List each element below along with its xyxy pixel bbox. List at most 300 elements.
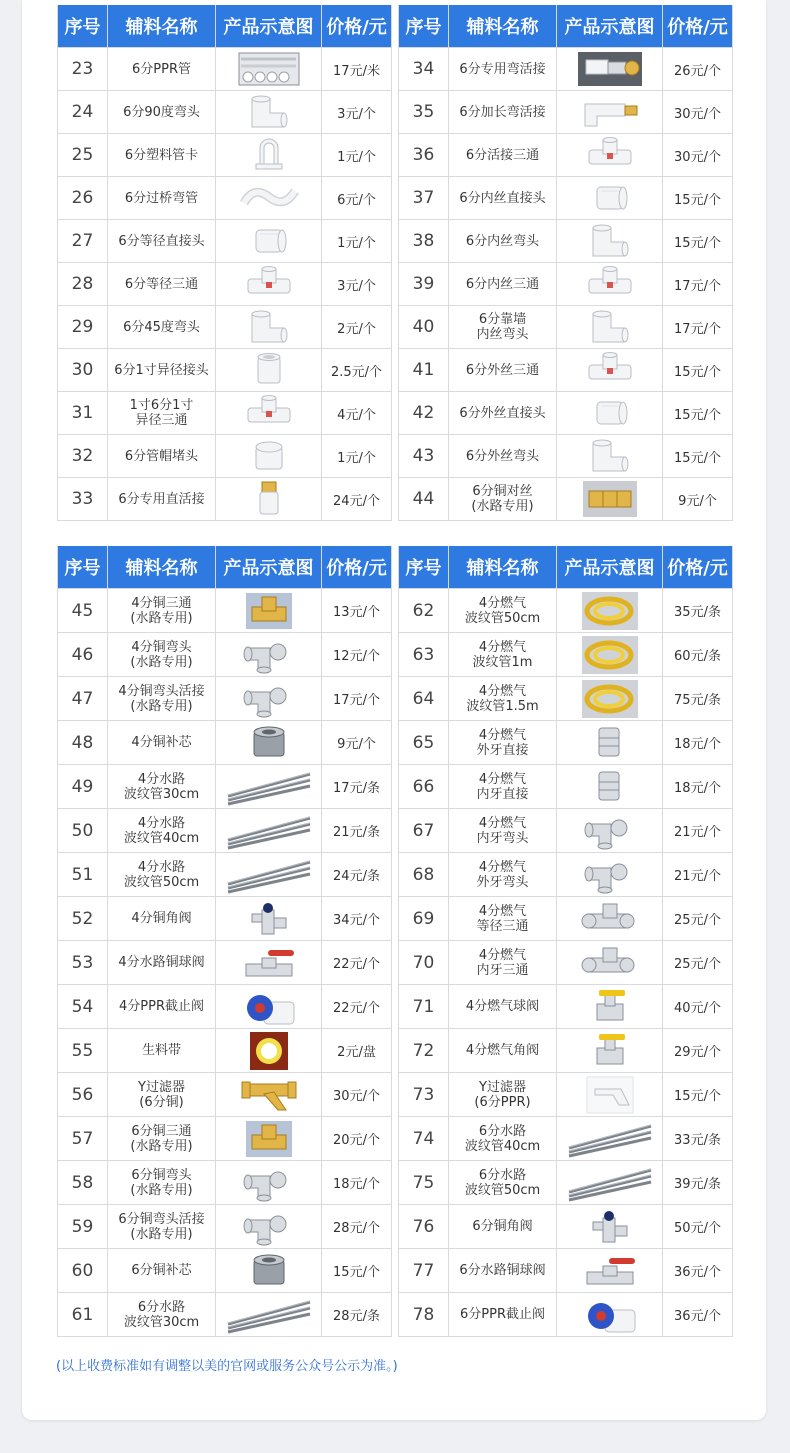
item-name: 6分外丝三通 — [449, 349, 557, 392]
item-image — [216, 677, 322, 721]
item-number: 31 — [58, 392, 108, 435]
table-row — [399, 1205, 733, 1249]
item-image — [216, 1161, 322, 1205]
item-image — [216, 392, 322, 435]
header-price: 价格/元 — [663, 5, 733, 48]
item-image — [216, 985, 322, 1029]
item-name: 6分塑料管卡 — [108, 134, 216, 177]
hose-icon — [224, 1294, 314, 1336]
item-price: 21元/个 — [663, 809, 733, 853]
item-name: 6分专用直活接 — [108, 478, 216, 521]
item-name: 6分等径直接头 — [108, 220, 216, 263]
metal-tee-icon — [579, 900, 641, 938]
item-image — [557, 589, 663, 633]
item-price: 15元/个 — [663, 177, 733, 220]
bridge-pipe-icon — [238, 179, 300, 217]
tee-icon — [579, 351, 641, 389]
item-name: 6分活接三通 — [449, 134, 557, 177]
item-number: 71 — [399, 985, 449, 1029]
table-row — [399, 91, 733, 134]
bushing-icon — [238, 724, 300, 762]
item-image — [216, 220, 322, 263]
union-icon — [238, 480, 300, 518]
brass-tee-icon — [244, 1119, 294, 1159]
item-price: 40元/个 — [663, 985, 733, 1029]
table-row — [58, 677, 392, 721]
cap-icon — [238, 437, 300, 475]
item-price: 36元/个 — [663, 1249, 733, 1293]
item-image — [216, 853, 322, 897]
item-image — [557, 853, 663, 897]
item-price: 15元/个 — [663, 220, 733, 263]
item-number: 30 — [58, 349, 108, 392]
item-image — [557, 1073, 663, 1117]
item-price: 2元/个 — [322, 306, 392, 349]
table-row — [58, 897, 392, 941]
item-price: 2.5元/个 — [322, 349, 392, 392]
header-image: 产品示意图 — [557, 5, 663, 48]
table-row — [58, 809, 392, 853]
item-image — [557, 177, 663, 220]
item-name: 4分铜补芯 — [108, 721, 216, 765]
item-name: 4分铜弯头 (水路专用) — [108, 633, 216, 677]
item-name: 6分水路 波纹管40cm — [449, 1117, 557, 1161]
table-row — [58, 589, 392, 633]
item-image — [216, 478, 322, 521]
item-name: 6分水路铜球阀 — [449, 1249, 557, 1293]
item-image — [216, 721, 322, 765]
item-image — [557, 48, 663, 91]
table-row — [399, 633, 733, 677]
item-number: 54 — [58, 985, 108, 1029]
table-header-row — [399, 546, 733, 589]
item-name: 4分燃气球阀 — [449, 985, 557, 1029]
item-number: 49 — [58, 765, 108, 809]
item-image — [557, 809, 663, 853]
item-image — [557, 941, 663, 985]
item-image — [557, 392, 663, 435]
table-row — [58, 853, 392, 897]
price-table-62-78 — [398, 546, 733, 1337]
item-image — [557, 721, 663, 765]
tee-icon — [579, 265, 641, 303]
hose-icon — [224, 766, 314, 808]
header-no: 序号 — [58, 5, 108, 48]
item-image — [557, 1249, 663, 1293]
item-number: 38 — [399, 220, 449, 263]
item-number: 66 — [399, 765, 449, 809]
table-row — [58, 765, 392, 809]
item-price: 9元/个 — [322, 721, 392, 765]
item-name: 6分铜三通 (水路专用) — [108, 1117, 216, 1161]
item-name: 4分燃气 等径三通 — [449, 897, 557, 941]
item-image — [216, 897, 322, 941]
elbow-icon — [579, 222, 641, 260]
item-image — [557, 478, 663, 521]
table-row — [58, 1161, 392, 1205]
clip-icon — [238, 136, 300, 174]
item-image — [216, 263, 322, 306]
item-name: Y过滤器 (6分PPR) — [449, 1073, 557, 1117]
item-price: 1元/个 — [322, 220, 392, 263]
price-table-23-33 — [57, 5, 392, 521]
table-row — [58, 1205, 392, 1249]
item-number: 26 — [58, 177, 108, 220]
table-row — [399, 349, 733, 392]
item-image — [557, 134, 663, 177]
item-price: 21元/个 — [663, 853, 733, 897]
item-number: 37 — [399, 177, 449, 220]
item-number: 43 — [399, 435, 449, 478]
item-number: 24 — [58, 91, 108, 134]
item-name: 6分内丝弯头 — [449, 220, 557, 263]
header-price: 价格/元 — [322, 5, 392, 48]
table-row — [58, 134, 392, 177]
item-name: 4分水路 波纹管40cm — [108, 809, 216, 853]
item-name: 6分水路 波纹管50cm — [449, 1161, 557, 1205]
item-name: 6分外丝直接头 — [449, 392, 557, 435]
table-row — [58, 48, 392, 91]
item-price: 35元/条 — [663, 589, 733, 633]
table-row — [399, 941, 733, 985]
item-price: 30元/个 — [322, 1073, 392, 1117]
hose-icon — [224, 810, 314, 852]
item-number: 62 — [399, 589, 449, 633]
item-number: 39 — [399, 263, 449, 306]
item-image — [216, 48, 322, 91]
item-name: 4分燃气角阀 — [449, 1029, 557, 1073]
coupling-icon — [579, 394, 641, 432]
table-row — [399, 765, 733, 809]
table-row — [399, 1161, 733, 1205]
item-price: 1元/个 — [322, 134, 392, 177]
item-name: 4分铜角阀 — [108, 897, 216, 941]
tee-icon — [238, 265, 300, 303]
y-filter-icon — [238, 1076, 300, 1114]
item-price: 24元/个 — [322, 478, 392, 521]
item-name: 6分PPR截止阀 — [449, 1293, 557, 1337]
metal-elbow-icon — [238, 1208, 300, 1246]
item-image — [557, 765, 663, 809]
table-row — [399, 220, 733, 263]
item-number: 65 — [399, 721, 449, 765]
table-row — [399, 48, 733, 91]
item-number: 41 — [399, 349, 449, 392]
item-name: 4分燃气 内牙直接 — [449, 765, 557, 809]
table-row — [399, 435, 733, 478]
item-price: 25元/个 — [663, 941, 733, 985]
metal-tee-icon — [579, 944, 641, 982]
header-name: 辅料名称 — [449, 546, 557, 589]
table-row — [58, 941, 392, 985]
item-price: 20元/个 — [322, 1117, 392, 1161]
item-name: 6分过桥弯管 — [108, 177, 216, 220]
item-price: 17元/条 — [322, 765, 392, 809]
item-number: 53 — [58, 941, 108, 985]
elbow-icon — [579, 308, 641, 346]
header-name: 辅料名称 — [108, 5, 216, 48]
item-number: 75 — [399, 1161, 449, 1205]
item-number: 55 — [58, 1029, 108, 1073]
item-price: 15元/个 — [663, 435, 733, 478]
item-number: 68 — [399, 853, 449, 897]
gas-hose-icon — [581, 679, 639, 719]
item-price: 30元/个 — [663, 134, 733, 177]
table-row — [399, 177, 733, 220]
item-image — [216, 134, 322, 177]
item-price: 6元/个 — [322, 177, 392, 220]
item-name: 4分燃气 外牙直接 — [449, 721, 557, 765]
item-image — [557, 435, 663, 478]
table-row — [58, 349, 392, 392]
item-number: 72 — [399, 1029, 449, 1073]
table-row — [58, 1073, 392, 1117]
item-number: 78 — [399, 1293, 449, 1337]
item-price: 17元/个 — [663, 306, 733, 349]
pipe-icon — [238, 51, 300, 87]
item-number: 35 — [399, 91, 449, 134]
item-number: 45 — [58, 589, 108, 633]
item-image — [216, 633, 322, 677]
item-image — [216, 306, 322, 349]
item-name: 4分燃气 波纹管50cm — [449, 589, 557, 633]
item-name: 6分铜补芯 — [108, 1249, 216, 1293]
item-number: 36 — [399, 134, 449, 177]
item-name: 6分铜弯头活接 (水路专用) — [108, 1205, 216, 1249]
item-name: 6分内丝直接头 — [449, 177, 557, 220]
table-row — [399, 263, 733, 306]
header-price: 价格/元 — [663, 546, 733, 589]
item-number: 44 — [399, 478, 449, 521]
item-price: 33元/条 — [663, 1117, 733, 1161]
coupling-icon — [238, 222, 300, 260]
item-price: 28元/个 — [322, 1205, 392, 1249]
item-name: 4分燃气 内牙三通 — [449, 941, 557, 985]
item-number: 40 — [399, 306, 449, 349]
coupling-icon — [579, 179, 641, 217]
item-price: 34元/个 — [322, 897, 392, 941]
item-name: 6分专用弯活接 — [449, 48, 557, 91]
item-image — [216, 1073, 322, 1117]
nipple-icon — [581, 479, 639, 519]
long-elbow-icon — [579, 94, 641, 130]
item-image — [216, 1117, 322, 1161]
item-price: 2元/盘 — [322, 1029, 392, 1073]
metal-elbow-icon — [238, 636, 300, 674]
item-name: 6分管帽堵头 — [108, 435, 216, 478]
table-row — [399, 897, 733, 941]
item-name: 4分铜三通 (水路专用) — [108, 589, 216, 633]
item-image — [557, 91, 663, 134]
table-row — [399, 1117, 733, 1161]
item-price: 24元/条 — [322, 853, 392, 897]
item-name: 6分内丝三通 — [449, 263, 557, 306]
header-image: 产品示意图 — [216, 546, 322, 589]
item-image — [557, 633, 663, 677]
item-image — [557, 985, 663, 1029]
item-name: 生料带 — [108, 1029, 216, 1073]
item-number: 33 — [58, 478, 108, 521]
item-number: 50 — [58, 809, 108, 853]
header-image: 产品示意图 — [557, 546, 663, 589]
item-name: 6分等径三通 — [108, 263, 216, 306]
item-number: 58 — [58, 1161, 108, 1205]
item-name: 6分加长弯活接 — [449, 91, 557, 134]
item-number: 34 — [399, 48, 449, 91]
item-number: 74 — [399, 1117, 449, 1161]
table-header-row — [399, 5, 733, 48]
item-number: 25 — [58, 134, 108, 177]
item-price: 39元/条 — [663, 1161, 733, 1205]
table-row — [399, 478, 733, 521]
item-name: 6分铜对丝 (水路专用) — [449, 478, 557, 521]
item-price: 26元/个 — [663, 48, 733, 91]
table-row — [399, 306, 733, 349]
item-number: 76 — [399, 1205, 449, 1249]
item-price: 25元/个 — [663, 897, 733, 941]
item-image — [557, 1029, 663, 1073]
item-number: 60 — [58, 1249, 108, 1293]
tape-icon — [248, 1030, 290, 1072]
item-name: Y过滤器 (6分铜) — [108, 1073, 216, 1117]
table-row — [399, 853, 733, 897]
item-number: 56 — [58, 1073, 108, 1117]
item-number: 67 — [399, 809, 449, 853]
table-row — [58, 263, 392, 306]
price-table-34-44 — [398, 5, 733, 521]
item-image — [557, 263, 663, 306]
item-image — [216, 1205, 322, 1249]
item-price: 15元/个 — [322, 1249, 392, 1293]
gas-valve-icon — [579, 1032, 641, 1070]
item-number: 77 — [399, 1249, 449, 1293]
table-row — [399, 589, 733, 633]
tee-icon — [579, 136, 641, 174]
item-name: 6分水路 波纹管30cm — [108, 1293, 216, 1337]
table-row — [58, 1117, 392, 1161]
item-price: 3元/个 — [322, 263, 392, 306]
item-name: 4分燃气 波纹管1.5m — [449, 677, 557, 721]
item-image — [557, 1293, 663, 1337]
gas-hose-icon — [581, 635, 639, 675]
item-number: 59 — [58, 1205, 108, 1249]
item-price: 17元/个 — [322, 677, 392, 721]
item-number: 52 — [58, 897, 108, 941]
item-name: 6分PPR管 — [108, 48, 216, 91]
stop-valve-icon — [579, 1296, 641, 1334]
angle-valve-icon — [238, 900, 300, 938]
item-price: 15元/个 — [663, 349, 733, 392]
item-price: 36元/个 — [663, 1293, 733, 1337]
item-price: 28元/条 — [322, 1293, 392, 1337]
item-image — [216, 349, 322, 392]
table-row — [399, 985, 733, 1029]
item-image — [216, 1293, 322, 1337]
item-name: 6分1寸异径接头 — [108, 349, 216, 392]
metal-elbow-icon — [579, 856, 641, 894]
item-price: 22元/个 — [322, 941, 392, 985]
item-price: 17元/米 — [322, 48, 392, 91]
item-name: 4分PPR截止阀 — [108, 985, 216, 1029]
item-number: 64 — [399, 677, 449, 721]
item-name: 6分90度弯头 — [108, 91, 216, 134]
item-image — [216, 765, 322, 809]
table-row — [399, 392, 733, 435]
table-row — [58, 633, 392, 677]
elbow-icon — [579, 437, 641, 475]
tee-icon — [238, 394, 300, 432]
item-price: 13元/个 — [322, 589, 392, 633]
header-name: 辅料名称 — [108, 546, 216, 589]
metal-coupling-icon — [579, 768, 641, 806]
table-row — [58, 1029, 392, 1073]
table-row — [58, 478, 392, 521]
item-image — [216, 589, 322, 633]
item-name: 4分燃气 外牙弯头 — [449, 853, 557, 897]
item-number: 48 — [58, 721, 108, 765]
item-name: 4分水路 波纹管50cm — [108, 853, 216, 897]
elbow-icon — [238, 93, 300, 131]
table-row — [58, 435, 392, 478]
hose-icon — [224, 854, 314, 896]
price-table-45-61 — [57, 546, 392, 1337]
item-number: 61 — [58, 1293, 108, 1337]
item-price: 17元/个 — [663, 263, 733, 306]
table-row — [399, 1073, 733, 1117]
item-number: 46 — [58, 633, 108, 677]
item-name: 6分铜弯头 (水路专用) — [108, 1161, 216, 1205]
ball-valve-icon — [238, 944, 300, 982]
item-price: 4元/个 — [322, 392, 392, 435]
item-image — [216, 177, 322, 220]
item-image — [557, 897, 663, 941]
item-price: 3元/个 — [322, 91, 392, 134]
metal-elbow-icon — [579, 812, 641, 850]
table-row — [58, 91, 392, 134]
item-price: 22元/个 — [322, 985, 392, 1029]
item-price: 18元/个 — [663, 721, 733, 765]
item-number: 29 — [58, 306, 108, 349]
metal-elbow-icon — [238, 680, 300, 718]
table-row — [399, 1249, 733, 1293]
item-image — [216, 809, 322, 853]
table-header-row — [58, 5, 392, 48]
item-number: 23 — [58, 48, 108, 91]
item-name: 1寸6分1寸 异径三通 — [108, 392, 216, 435]
brass-tee-icon — [244, 591, 294, 631]
item-number: 70 — [399, 941, 449, 985]
item-name: 6分外丝弯头 — [449, 435, 557, 478]
header-no: 序号 — [399, 546, 449, 589]
table-row — [58, 392, 392, 435]
item-number: 42 — [399, 392, 449, 435]
item-image — [557, 349, 663, 392]
item-image — [557, 220, 663, 263]
item-price: 15元/个 — [663, 1073, 733, 1117]
table-header-row — [58, 546, 392, 589]
item-name: 4分水路 波纹管30cm — [108, 765, 216, 809]
item-number: 69 — [399, 897, 449, 941]
item-image — [557, 1205, 663, 1249]
table-row — [399, 1029, 733, 1073]
table-row — [58, 177, 392, 220]
hose-icon — [565, 1118, 655, 1160]
metal-coupling-icon — [579, 724, 641, 762]
table-row — [399, 809, 733, 853]
table-row — [399, 677, 733, 721]
table-row — [399, 134, 733, 177]
item-name: 6分靠墙 内丝弯头 — [449, 306, 557, 349]
